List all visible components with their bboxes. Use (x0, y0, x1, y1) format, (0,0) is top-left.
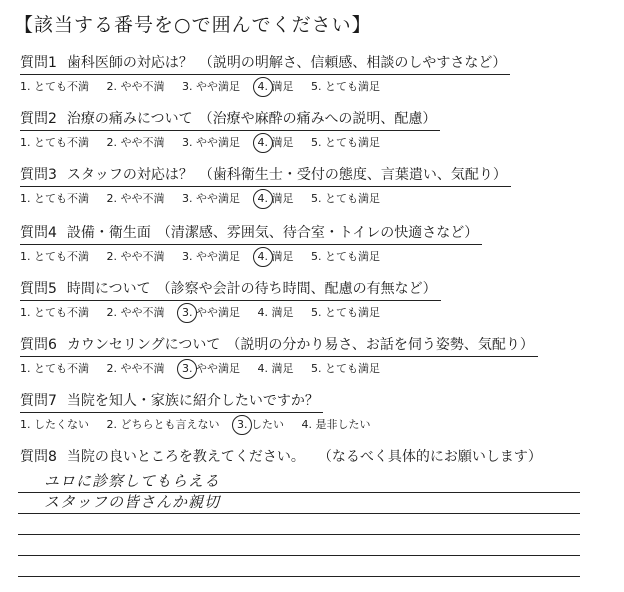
instruction-heading: 【該当する番号を○で囲んでください】 (14, 14, 372, 36)
question-6 (20, 334, 610, 378)
handwritten-answer: ユロに診察してもらえる (44, 472, 221, 490)
question-number: 質問3 (20, 167, 57, 183)
answer-options (20, 190, 610, 208)
question-text: スタッフの対応は？ (66, 167, 193, 183)
option-2[interactable]: 2. やや不満 (106, 136, 165, 149)
question-detail: （説明の分かり易さ、お話を伺う姿勢、気配り） (226, 337, 534, 353)
question-5 (20, 278, 610, 322)
answer-options (20, 304, 610, 322)
question-number: 質問7 (20, 393, 57, 409)
option-1[interactable]: 1. とても不満 (20, 192, 89, 205)
handwritten-answer: スタッフの皆さんか親切 (44, 493, 221, 511)
option-1[interactable]: 1. とても不満 (20, 250, 89, 263)
option-label: 満足 (271, 250, 294, 263)
option-1[interactable]: 1. とても不満 (20, 136, 89, 149)
option-5[interactable]: 5. とても満足 (311, 306, 380, 319)
question-title (20, 334, 538, 357)
question-7 (20, 390, 610, 434)
option-1[interactable]: 1. とても不満 (20, 306, 89, 319)
question-title (20, 164, 511, 187)
question-3 (20, 164, 610, 208)
question-text: 設備・衛生面 (66, 225, 151, 241)
selected-circle: 3. (182, 360, 193, 378)
question-text: 歯科医師の対応は？ (66, 55, 193, 71)
selected-circle: 4. (258, 78, 269, 96)
option-3-selected[interactable] (182, 304, 240, 322)
question-2 (20, 108, 610, 152)
option-4[interactable]: 4. 満足 (257, 306, 294, 319)
option-1[interactable]: 1. とても不満 (20, 80, 89, 93)
option-5[interactable]: 5. とても満足 (311, 192, 380, 205)
question-title (20, 278, 441, 301)
question-1 (20, 52, 610, 96)
question-title (20, 52, 510, 75)
option-4[interactable]: 4. 是非したい (301, 418, 371, 431)
option-2[interactable]: 2. やや不満 (106, 192, 165, 205)
selected-circle: 3. (182, 304, 193, 322)
selected-circle: 4. (258, 134, 269, 152)
option-3-selected[interactable] (237, 416, 284, 434)
question-title (20, 390, 323, 413)
option-4-selected[interactable] (258, 78, 294, 96)
option-2[interactable]: 2. やや不満 (106, 306, 165, 319)
question-detail: （清潔感、雰囲気、待合室・トイレの快適さなど） (156, 225, 479, 241)
question-number: 質問6 (20, 337, 57, 353)
free-answer-area[interactable] (18, 472, 580, 577)
option-1[interactable]: 1. とても不満 (20, 362, 89, 375)
answer-options (20, 248, 610, 266)
option-5[interactable]: 5. とても満足 (311, 362, 380, 375)
question-number: 質問8 (20, 449, 57, 465)
option-label: やや満足 (196, 362, 240, 375)
question-detail: （歯科衛生士・受付の態度、言葉遣い、気配り） (198, 167, 507, 183)
option-3[interactable]: 3. やや満足 (182, 192, 240, 205)
option-4-selected[interactable] (258, 190, 294, 208)
answer-options (20, 360, 610, 378)
question-detail: （診察や会計の待ち時間、配慮の有無など） (156, 281, 437, 297)
selected-circle: 4. (258, 190, 269, 208)
answer-line (18, 535, 580, 556)
answer-line (18, 556, 580, 577)
question-title (20, 108, 440, 131)
option-4[interactable]: 4. 満足 (257, 362, 294, 375)
answer-line (18, 514, 580, 535)
question-text: 治療の痛みについて (66, 111, 193, 127)
question-text: カウンセリングについて (66, 337, 221, 353)
option-5[interactable]: 5. とても満足 (311, 136, 380, 149)
answer-options (20, 416, 610, 434)
question-title (20, 446, 546, 468)
option-5[interactable]: 5. とても満足 (311, 250, 380, 263)
option-1[interactable]: 1. したくない (20, 418, 89, 431)
option-3-selected[interactable] (182, 360, 240, 378)
answer-options (20, 134, 610, 152)
option-3[interactable]: 3. やや満足 (182, 250, 240, 263)
option-label: 満足 (271, 192, 294, 205)
option-4-selected[interactable] (258, 134, 294, 152)
option-2[interactable]: 2. やや不満 (106, 362, 165, 375)
answer-line (18, 472, 580, 493)
question-number: 質問2 (20, 111, 57, 127)
option-2[interactable]: 2. どちらとも言えない (106, 418, 220, 431)
option-label: したい (251, 418, 284, 431)
question-number: 質問4 (20, 225, 57, 241)
question-number: 質問5 (20, 281, 57, 297)
question-text: 時間について (66, 281, 151, 297)
selected-circle: 3. (237, 416, 248, 434)
question-detail: （説明の明解さ、信頼感、相談のしやすさなど） (198, 55, 507, 71)
question-detail: （なるべく具体的にお願いします） (324, 449, 542, 465)
question-text: 当院の良いところを教えてください。 (66, 449, 305, 465)
option-label: 満足 (271, 136, 294, 149)
question-number: 質問1 (20, 55, 57, 71)
selected-circle: 4. (258, 248, 269, 266)
option-label: 満足 (271, 80, 294, 93)
option-label: やや満足 (196, 306, 240, 319)
answer-line (18, 493, 580, 514)
option-3[interactable]: 3. やや満足 (182, 136, 240, 149)
option-2[interactable]: 2. やや不満 (106, 80, 165, 93)
option-2[interactable]: 2. やや不満 (106, 250, 165, 263)
question-8 (20, 446, 610, 468)
question-title (20, 222, 482, 245)
question-detail: （治療や麻酔の痛みへの説明、配慮） (198, 111, 437, 127)
option-4-selected[interactable] (258, 248, 294, 266)
answer-options (20, 78, 610, 96)
option-5[interactable]: 5. とても満足 (311, 80, 380, 93)
option-3[interactable]: 3. やや満足 (182, 80, 240, 93)
question-text: 当院を知人・家族に紹介したいですか？ (66, 393, 319, 409)
question-4 (20, 222, 610, 266)
